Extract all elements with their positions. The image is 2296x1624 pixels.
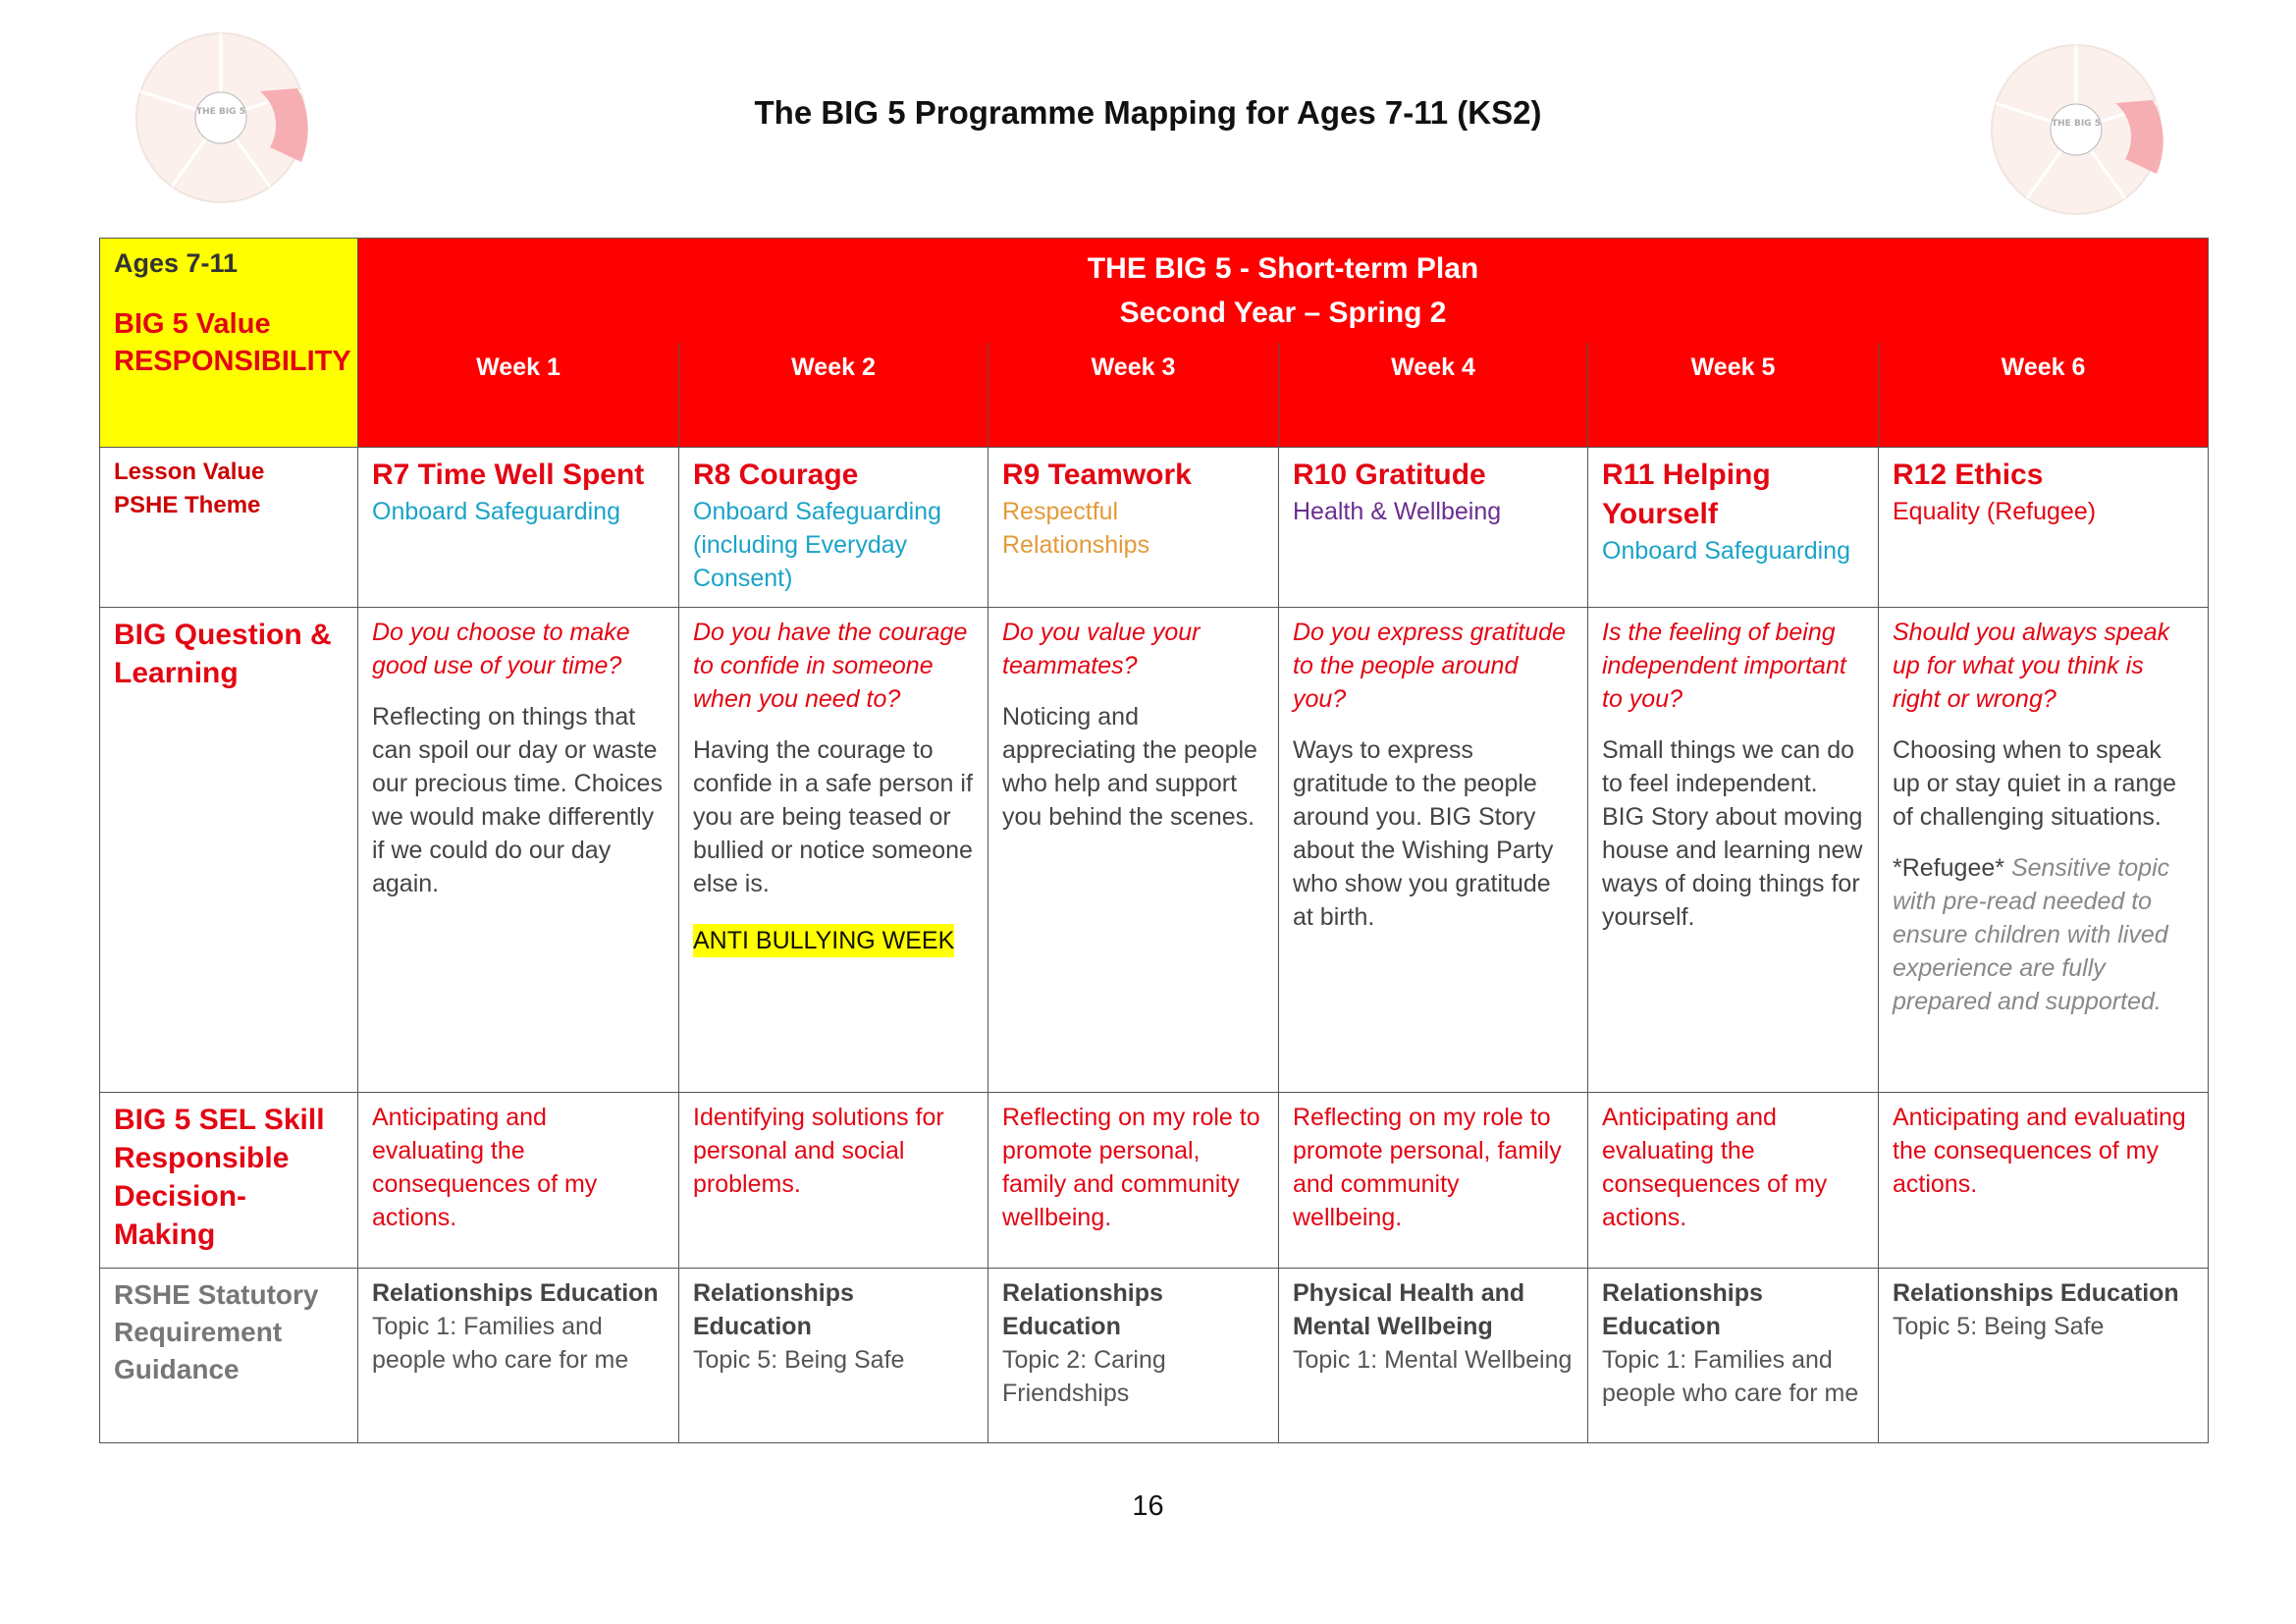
page-number: 16 [1132, 1490, 1164, 1522]
lesson-cell [1588, 448, 1879, 608]
learning-text: Small things we can do to feel independent. BIG Story about moving house and learning new ways of doing things for yourself. [1602, 736, 1863, 931]
rshe-topic: Topic 5: Being Safe [693, 1346, 905, 1374]
week-header: Week 6 [1879, 343, 2209, 448]
sel-skill-cell: Anticipating and evaluating the consequences of my actions. [1588, 1093, 1879, 1269]
rshe-topic: Topic 1: Families and people who care for me [1602, 1346, 1859, 1407]
big-question: Is the feeling of being independent important to you? [1602, 619, 1846, 713]
rshe-cell [358, 1269, 679, 1443]
corner-cell [100, 239, 358, 448]
pshe-theme-label: PSHE Theme [114, 492, 261, 518]
lesson-cell [358, 448, 679, 608]
lesson-title: R12 Ethics [1893, 459, 2044, 491]
big-question: Do you express gratitude to the people around you? [1293, 619, 1566, 713]
svg-text:THE BIG 5: THE BIG 5 [2052, 119, 2101, 129]
lesson-title: R8 Courage [693, 459, 859, 491]
row-label-sel [100, 1093, 358, 1269]
lesson-title: R10 Gratitude [1293, 459, 1486, 491]
question-cell [358, 608, 679, 1093]
pshe-theme: Respectful Relationships [1002, 498, 1150, 559]
row-label-rshe [100, 1269, 358, 1443]
learning-text: Having the courage to confide in a safe person if you are being teased or bullied or notice someone else is. [693, 736, 973, 897]
rshe-cell [1279, 1269, 1588, 1443]
big-question: Should you always speak up for what you think is right or wrong? [1893, 619, 2170, 713]
lesson-title: R9 Teamwork [1002, 459, 1192, 491]
week-header: Week 3 [988, 343, 1279, 448]
pshe-theme: Onboard Safeguarding (including Everyday Consent) [693, 498, 941, 592]
refugee-note-text: Sensitive topic with pre-read needed to ensure children with lived experience are fully prepared and supported. [1893, 854, 2170, 1015]
ages-label: Ages 7-11 [114, 248, 239, 278]
document-title: The BIG 5 Programme Mapping for Ages 7-11 (KS2) [754, 94, 1542, 131]
rshe-topic: Topic 2: Caring Friendships [1002, 1346, 1166, 1407]
learning-text: Ways to express gratitude to the people around you. BIG Story about the Wishing Party who show you gratitude at birth. [1293, 736, 1554, 931]
pshe-theme: Equality (Refugee) [1893, 498, 2097, 525]
big-question: Do you have the courage to confide in someone when you need to? [693, 619, 968, 713]
rshe-cell [1588, 1269, 1879, 1443]
question-cell [1588, 608, 1879, 1093]
question-cell [1279, 608, 1588, 1093]
row-label-question [100, 608, 358, 1093]
rshe-topic: Topic 5: Being Safe [1893, 1313, 2105, 1340]
question-cell [988, 608, 1279, 1093]
sel-skill-cell: Identifying solutions for personal and social problems. [679, 1093, 988, 1269]
value-name: RESPONSIBILITY [114, 346, 351, 377]
lesson-cell [1279, 448, 1588, 608]
big-question: Do you value your teammates? [1002, 619, 1201, 679]
big-question: Do you choose to make good use of your time? [372, 619, 630, 679]
lesson-cell [1879, 448, 2209, 608]
rshe-title: Relationships Education [1893, 1279, 2179, 1307]
sel-skill-cell: Reflecting on my role to promote personal, family and community wellbeing. [988, 1093, 1279, 1269]
pshe-theme: Onboard Safeguarding [372, 498, 620, 525]
refugee-note-label: *Refugee* [1893, 854, 2004, 882]
svg-text:THE BIG 5: THE BIG 5 [196, 107, 245, 117]
plan-header-title: THE BIG 5 - Short-term Plan [1087, 252, 1479, 285]
row-label-lesson [100, 448, 358, 608]
rshe-title: Relationships Education [1602, 1279, 1763, 1340]
question-cell [679, 608, 988, 1093]
week-header: Week 2 [679, 343, 988, 448]
question-cell [1879, 608, 2209, 1093]
rshe-cell [1879, 1269, 2209, 1443]
value-label: BIG 5 Value [114, 308, 271, 340]
lesson-title: R11 Helping Yourself [1602, 459, 1771, 530]
plan-header-term: Second Year – Spring 2 [1119, 297, 1447, 329]
sel-skill-cell: Reflecting on my role to promote personal, family and community wellbeing. [1279, 1093, 1588, 1269]
rshe-cell [679, 1269, 988, 1443]
rshe-cell [988, 1269, 1279, 1443]
learning-text: Reflecting on things that can spoil our day or waste our precious time. Choices we would make differently if we could do our day again. [372, 703, 663, 897]
lesson-cell [679, 448, 988, 608]
learning-text: Choosing when to speak up or stay quiet in a range of challenging situations. [1893, 736, 2177, 831]
sel-skill-cell: Anticipating and evaluating the consequences of my actions. [358, 1093, 679, 1269]
rshe-title: Relationships Education [1002, 1279, 1163, 1340]
anti-bullying-highlight: ANTI BULLYING WEEK [693, 924, 954, 957]
big-question-label: BIG Question & Learning [114, 619, 332, 689]
rshe-label: RSHE Statutory Requirement Guidance [114, 1279, 319, 1384]
lesson-cell [988, 448, 1279, 608]
lesson-value-label: Lesson Value [114, 459, 265, 485]
sel-skill-cell: Anticipating and evaluating the consequences of my actions. [1879, 1093, 2209, 1269]
rshe-title: Relationships Education [372, 1279, 659, 1307]
rshe-topic: Topic 1: Mental Wellbeing [1293, 1346, 1573, 1374]
pshe-theme: Onboard Safeguarding [1602, 537, 1850, 565]
rshe-title: Physical Health and Mental Wellbeing [1293, 1279, 1525, 1340]
pshe-theme: Health & Wellbeing [1293, 498, 1502, 525]
rshe-title: Relationships Education [693, 1279, 854, 1340]
week-header: Week 5 [1588, 343, 1879, 448]
plan-table [99, 238, 2209, 1443]
rshe-topic: Topic 1: Families and people who care for me [372, 1313, 629, 1374]
learning-text: Noticing and appreciating the people who help and support you behind the scenes. [1002, 703, 1257, 831]
sel-skill-name: Responsible Decision-Making [114, 1142, 290, 1251]
sel-skill-label: BIG 5 SEL Skill [114, 1104, 325, 1136]
lesson-title: R7 Time Well Spent [372, 459, 645, 491]
refugee-note [1893, 851, 2194, 1018]
week-header: Week 1 [358, 343, 679, 448]
plan-header [358, 239, 2209, 344]
week-header: Week 4 [1279, 343, 1588, 448]
